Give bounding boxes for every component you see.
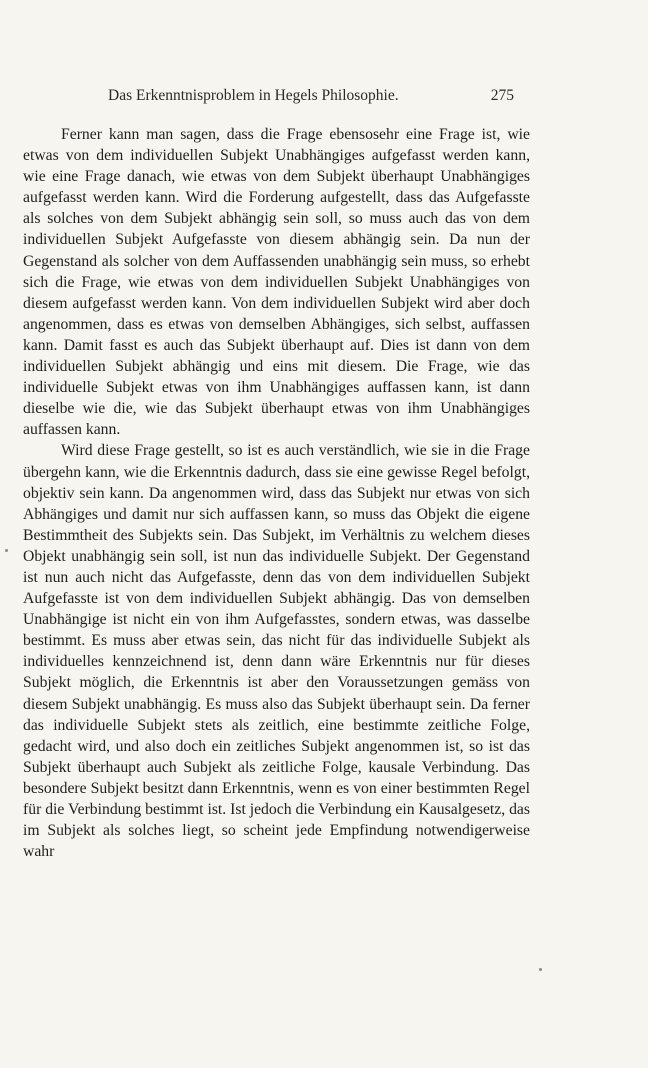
margin-dot (539, 968, 542, 971)
paragraph-2: Wird diese Frage gestellt, so ist es auch verständlich, wie sie in die Frage übergehn kann, wie die Erkenntnis dadurch, dass sie eine gewisse Regel befolgt, objektiv sein kann. Da angenommen wird, dass das Subjekt nur etwas von sich Abhängiges und damit nur sich auffassen kann, so muss das Objekt die eigene Bestimmtheit des Subjekts sein. Das Subjekt, im Verhältnis zu welchem dieses Objekt unabhängig sein soll, ist nun das individuelle Subjekt. Der Gegenstand ist nun auch nicht das Aufgefasste, denn das von dem individuellen Subjekt Aufgefasste ist von dem individuellen Subjekt abhängig. Das von demselben Unabhängige ist nicht ein von ihm Aufgefasstes, sondern etwas, was dasselbe bestimmt. Es muss aber etwas sein, das nicht für das individuelle Subjekt als individuelles kennzeichnend ist, denn dann wäre Erkenntnis nur für dieses Subjekt möglich, die Erkenntnis ist aber den Voraussetzungen gemäss von diesem Subjekt unabhängig. Es muss also das Subjekt überhaupt sein. Da ferner das individuelle Subjekt stets als zeitlich, eine bestimmte zeitliche Folge, gedacht wird, und also doch ein zeitliches Subjekt angenommen ist, so ist das Subjekt überhaupt auch Subjekt als zeitliche Folge, kausale Verbindung. Das besondere Subjekt besitzt dann Erkenntnis, wenn es von einer bestimmten Regel für die Verbindung bestimmt ist. Ist jedoch die Verbindung ein Kausalgesetz, das im Subjekt als solches liegt, so scheint jede Empfindung notwendigerweise wahr (23, 442, 530, 861)
body-text (23, 124, 530, 862)
margin-dot (5, 549, 8, 552)
running-head (108, 87, 514, 111)
page-number: 275 (490, 87, 514, 104)
running-title: Das Erkenntnisproblem in Hegels Philosophie. (108, 87, 399, 104)
paragraph-1: Ferner kann man sagen, dass die Frage ebensosehr eine Frage ist, wie etwas von dem individuellen Subjekt Unabhängiges aufgefasst werden kann, wie eine Frage danach, wie etwas von dem Subjekt überhaupt Unabhängiges aufgefasst werden kann. Wird die Forderung aufgestellt, dass das Aufgefasste als solches von dem Subjekt abhängig sein soll, so muss auch das von dem individuellen Subjekt Aufgefasste von diesem abhängig sein. Da nun der Gegenstand als solcher von dem Auffassenden unabhängig sein muss, so erhebt sich die Frage, wie etwas von dem individuellen Subjekt Unabhängiges von diesem aufgefasst werden kann. Von dem individuellen Subjekt wird aber doch angenommen, dass es etwas von demselben Abhängiges, sich selbst, auffassen kann. Damit fasst es auch das Subjekt überhaupt auf. Dies ist dann von dem individuellen Subjekt abhängig und eins mit diesem. Die Frage, wie das individuelle Subjekt etwas von ihm Unabhängiges auffassen kann, ist dann dieselbe wie die, wie das Subjekt überhaupt etwas von ihm Unabhängiges auffassen kann. (23, 126, 530, 439)
